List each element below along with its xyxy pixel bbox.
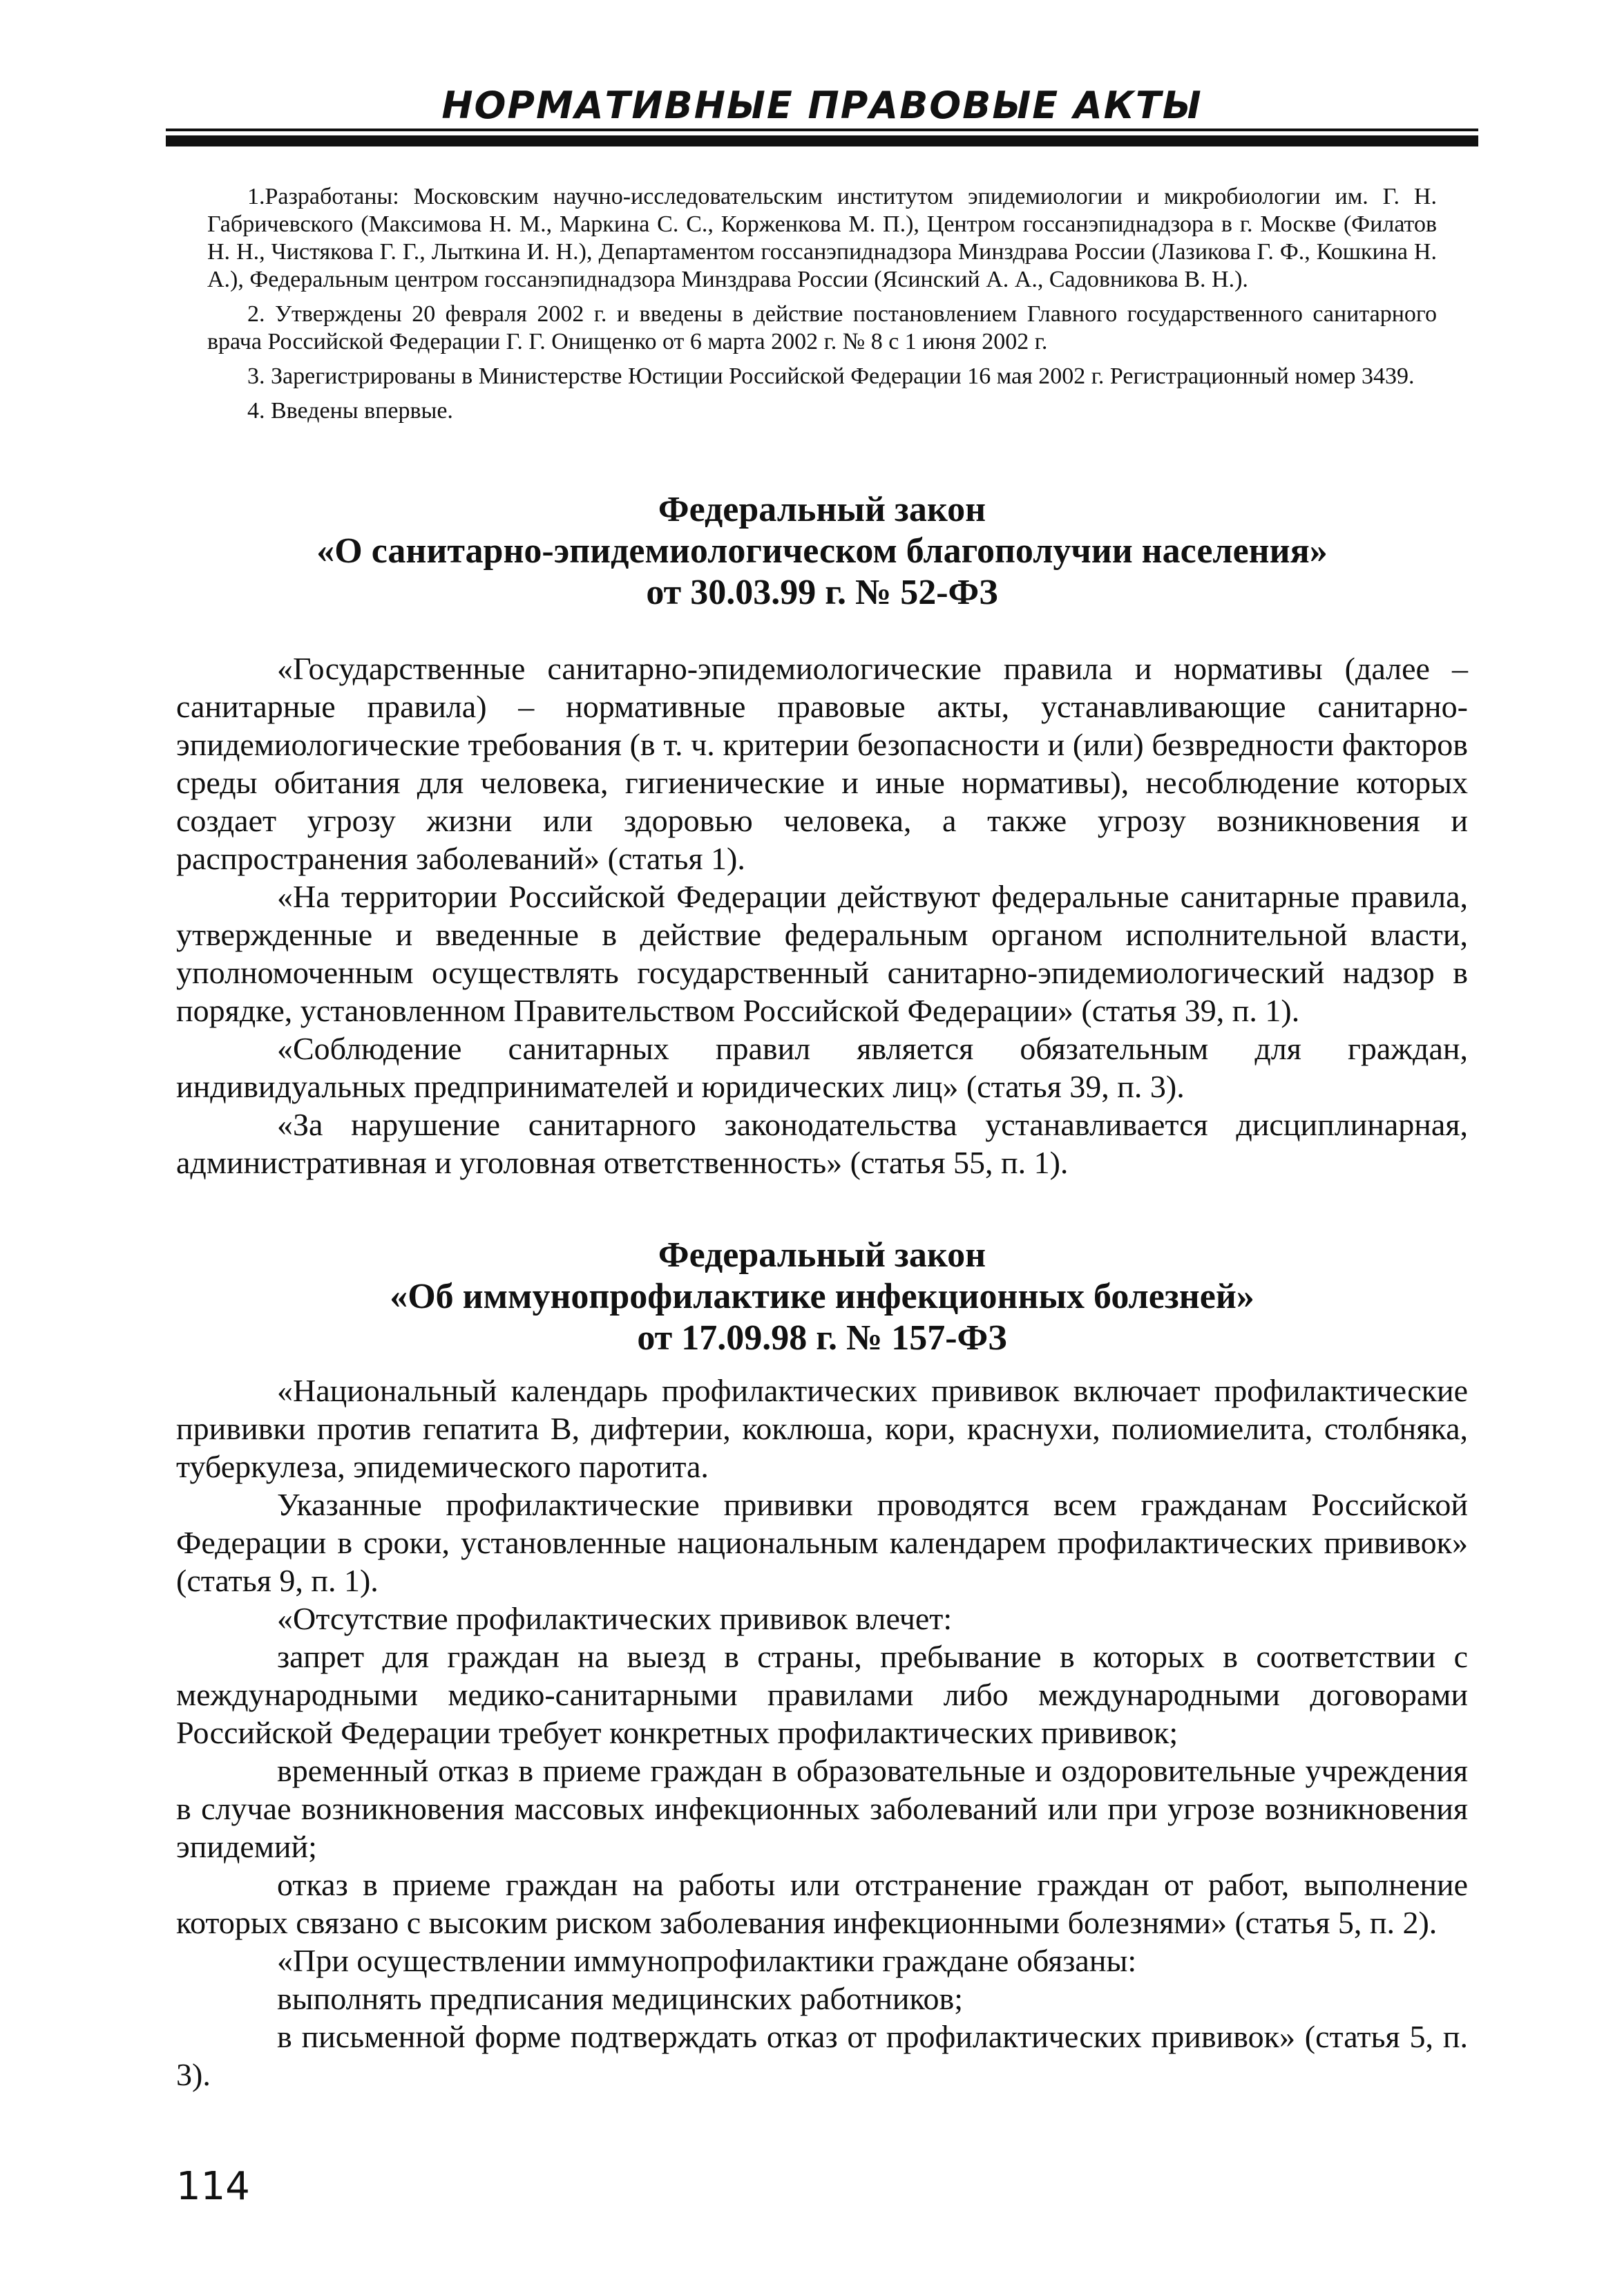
law-paragraph: «Государственные санитарно-эпидемиологические правила и нормативы (далее – санитарные правила) – нормативные правовые акты, устанавливающие санитарно-эпидемиологические требования (в т. ч. критерии безопасности и (или) безвредности факторов среды обитания для человека, гигиенические и иные нормативы), несоблюдение которых создает угрозу жизни или здоровью человека, а также угрозу возникновения и распространения заболеваний» (статья 1). bbox=[176, 651, 1468, 876]
law-title-line: «Об иммунопрофилактике инфекционных болезней» bbox=[390, 1277, 1254, 1316]
law-paragraph: временный отказ в приеме граждан в образовательные и оздоровительные учреждения в случае возникновения массовых инфекционных заболеваний или при угрозе возникновения эпидемий; bbox=[176, 1753, 1468, 1864]
law-title-line: Федеральный закон bbox=[658, 490, 986, 529]
note-approved: 2. Утверждены 20 февраля 2002 г. и введены в действие постановлением Главного государственного санитарного врача Российской Федерации Г. Г. Онищенко от 6 марта 2002 г. № 8 с 1 июня 2002 г. bbox=[207, 301, 1437, 354]
law-157-fz-heading bbox=[176, 1235, 1468, 1359]
note-registered: 3. Зарегистрированы в Министерстве Юстиции Российской Федерации 16 мая 2002 г. Регистрационный номер 3439. bbox=[247, 363, 1415, 389]
law-paragraph: «На территории Российской Федерации действуют федеральные санитарные правила, утвержденные и введенные в действие федеральным органом исполнительной власти, уполномоченным осуществлять государственный санитарно-эпидемиологический надзор в порядке, установленном Правительством Российской Федерации» (статья 39, п. 1). bbox=[176, 879, 1468, 1028]
law-title-line: от 30.03.99 г. № 52-ФЗ bbox=[646, 573, 998, 612]
law-paragraph: «При осуществлении иммунопрофилактики граждане обязаны: bbox=[277, 1943, 1137, 1978]
law-paragraph: запрет для граждан на выезд в страны, пребывание в которых в соответствии с международными медико-санитарными правилами либо международными договорами Российской Федерации требует конкретных профилактических прививок; bbox=[176, 1639, 1468, 1750]
section-header-title: НОРМАТИВНЫЕ ПРАВОВЫЕ АКТЫ bbox=[441, 84, 1203, 127]
law-paragraph: «Отсутствие профилактических прививок влечет: bbox=[277, 1601, 953, 1636]
law-paragraph: «Соблюдение санитарных правил является обязательным для граждан, индивидуальных предпринимателей и юридических лиц» (статья 39, п. 3). bbox=[176, 1031, 1468, 1104]
law-157-fz-text bbox=[176, 1372, 1468, 2094]
document-notes bbox=[207, 183, 1437, 432]
page-number: 114 bbox=[176, 2164, 250, 2209]
header-rule-thick bbox=[166, 135, 1478, 146]
header-rule-thin bbox=[166, 129, 1478, 131]
law-paragraph: выполнять предписания медицинских работников; bbox=[277, 1981, 964, 2016]
note-developed-by: 1.Разработаны: Московским научно-исследовательским институтом эпидемиологии и микробиологии им. Г. Н. Габричевского (Максимова Н. М., Маркина С. С., Корженкова М. П.), Центром госсанэпиднадзора в г. Москве (Филатов Н. Н., Чистякова Г. Г., Лыткина И. Н.), Департаментом госсанэпиднадзора Минздрава России (Лазикова Г. Ф., Кошкина Н. А.), Федеральным центром госсанэпиднадзора Минздрава России (Ясинский А. А., Садовникова В. Н.). bbox=[207, 184, 1437, 292]
law-paragraph: «Национальный календарь профилактических прививок включает профилактические прививки против гепатита В, дифтерии, коклюша, кори, краснухи, полиомиелита, столбняка, туберкулеза, эпидемического паротита. bbox=[176, 1373, 1468, 1484]
law-title-line: Федеральный закон bbox=[658, 1235, 986, 1275]
law-52-fz-heading bbox=[176, 489, 1468, 614]
law-paragraph: в письменной форме подтверждать отказ от профилактических прививок» (статья 5, п. 3). bbox=[176, 2019, 1468, 2092]
law-title-line: от 17.09.98 г. № 157-ФЗ bbox=[637, 1318, 1007, 1358]
law-paragraph: Указанные профилактические прививки проводятся всем гражданам Российской Федерации в сроки, установленные национальным календарем профилактических прививок» (статья 9, п. 1). bbox=[176, 1487, 1468, 1598]
law-52-fz-text bbox=[176, 649, 1468, 1182]
law-paragraph: «За нарушение санитарного законодательства устанавливается дисциплинарная, административная и уголовная ответственность» (статья 55, п. 1). bbox=[176, 1107, 1468, 1180]
law-paragraph: отказ в приеме граждан на работы или отстранение граждан от работ, выполнение которых связано с высоким риском заболевания инфекционными болезнями» (статья 5, п. 2). bbox=[176, 1867, 1468, 1940]
law-title-line: «О санитарно-эпидемиологическом благополучии населения» bbox=[316, 531, 1328, 571]
note-introduced: 4. Введены впервые. bbox=[247, 398, 453, 424]
